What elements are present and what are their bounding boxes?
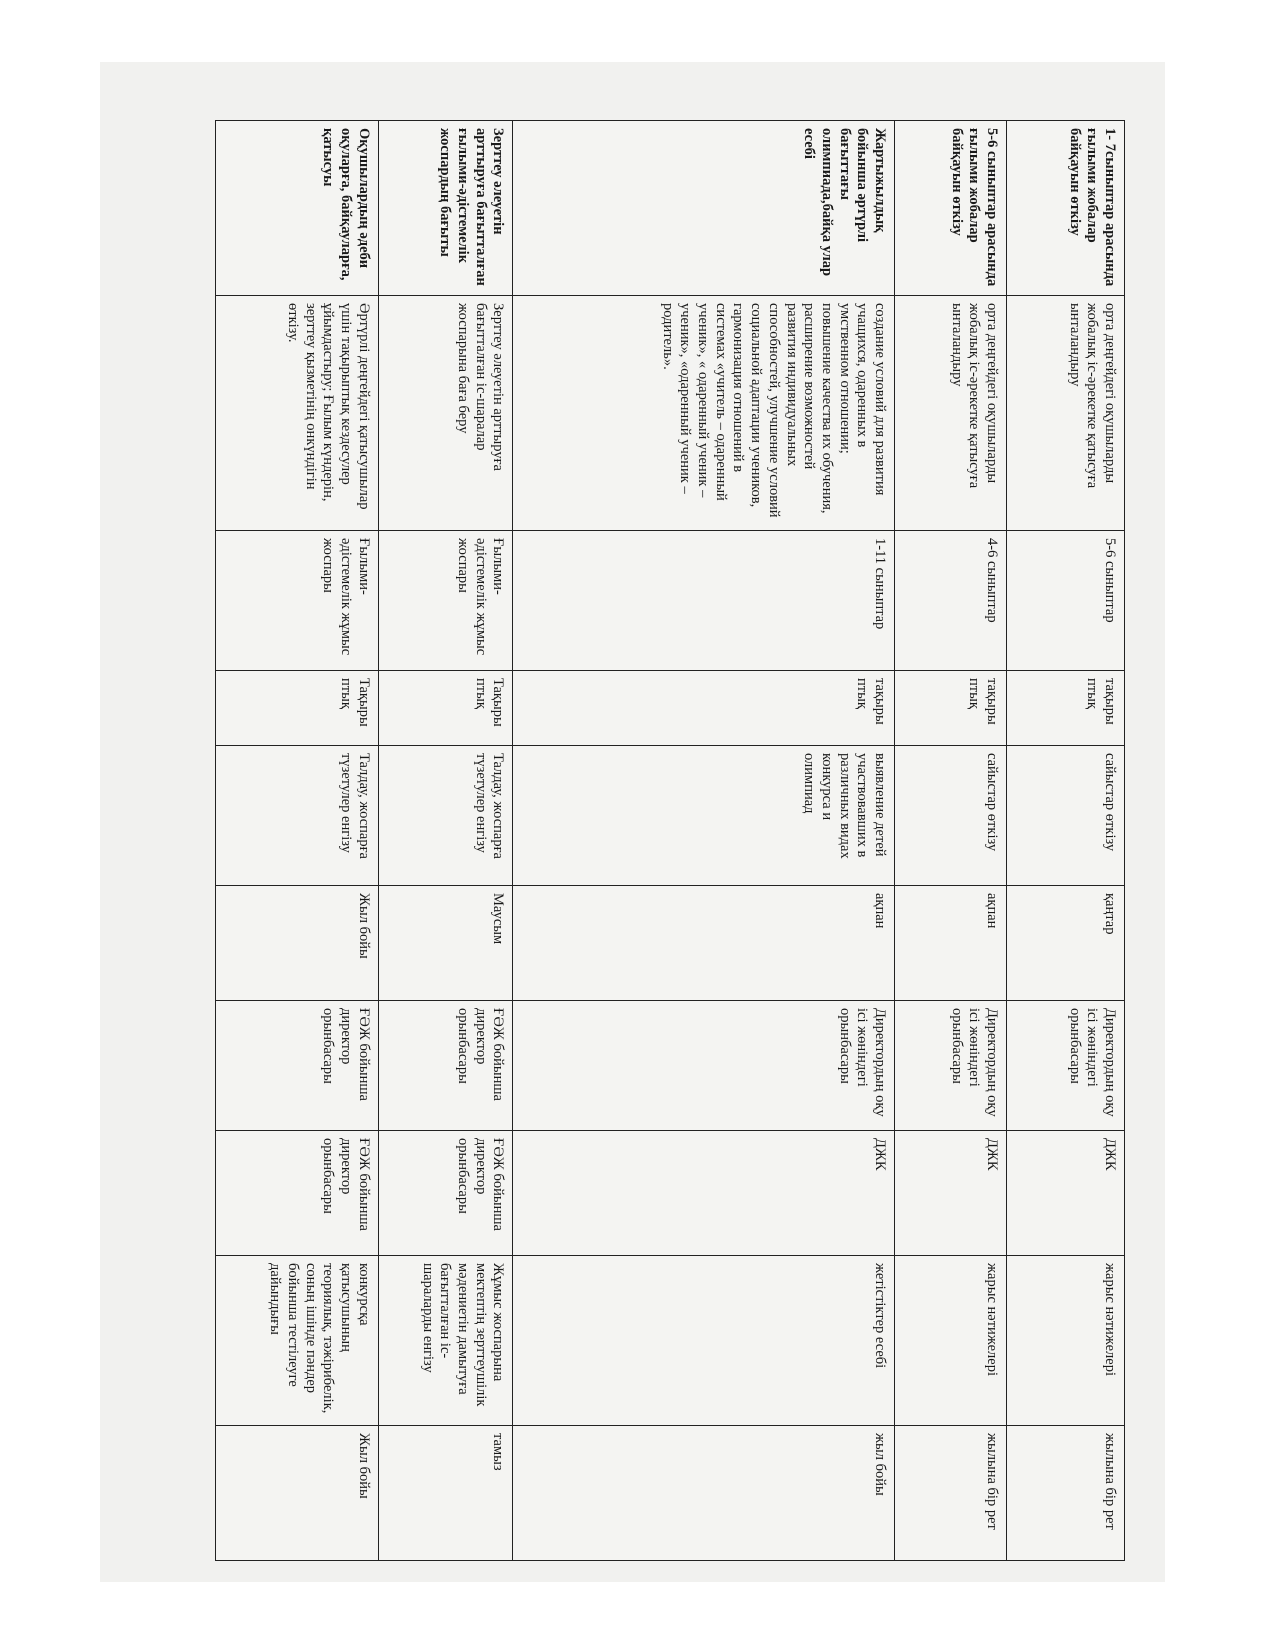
cell-responsible: Директордың оқу ісі жөніндегі орынбасары bbox=[894, 1001, 1006, 1131]
cell-responsible: Директордың оқу ісі жөніндегі орынбасары bbox=[513, 1001, 895, 1131]
cell-topic: 1- 7сыныптар арасында ғылыми жобалар байқауын өткізу bbox=[1007, 121, 1125, 296]
cell-participants: 5-6 сыныптар bbox=[1007, 531, 1125, 671]
cell-topic: 5-6 сыныптар арасында ғылыми жобалар байқауын өткізу bbox=[894, 121, 1006, 296]
cell-period: ақпан bbox=[513, 886, 895, 1001]
cell-control-type: Тақыры птық bbox=[378, 671, 513, 746]
cell-goal: создание условий для развития учащихся, одаренных в умственном отношении; повышение качества их обучения, расширение возможностей развития индивидуальных способностей, улучшение условий социальной адаптации учеников, гармонизация отношений в системах «учитель – одаренный ученик», « одаренный ученик – ученик», «одаренный ученик – родитель». bbox=[513, 296, 895, 531]
cell-goal: Әртүрлі деңгейдегі қатысушылар үшін тақырыптық кездесулер ұйымдастыру; Ғылым күндерін, зерттеу қызметінің онкүндігін өткізу. bbox=[216, 296, 379, 531]
cell-result: Жұмыс жоспарына мектептің зерттеушілік мәдениетін дамытуға бағытталған іс-шараларды енгізу bbox=[378, 1256, 513, 1426]
cell-topic: Оқушылардың әдеби оқуларға, байқауларға, қатысуы bbox=[216, 121, 379, 296]
cell-method: Талдау, жоспарға түзетулер енгізу bbox=[378, 746, 513, 886]
cell-period: ақпан bbox=[894, 886, 1006, 1001]
cell-frequency: жылына бір рет bbox=[1007, 1426, 1125, 1561]
table-row bbox=[216, 121, 379, 1561]
cell-participants: Ғылыми-әдістемелік жұмыс жоспары bbox=[378, 531, 513, 671]
cell-period: қаңтар bbox=[1007, 886, 1125, 1001]
cell-control-type: Тақыры птық bbox=[216, 671, 379, 746]
work-plan-table bbox=[215, 120, 1125, 1561]
cell-frequency: жыл бойы bbox=[513, 1426, 895, 1561]
rotated-table-wrapper bbox=[215, 120, 1125, 1560]
cell-goal: орта деңгейдегі оқушыларды жобалық іс-әрекетке қатысуға ынталандыру bbox=[894, 296, 1006, 531]
cell-control-type: тақыры птық bbox=[894, 671, 1006, 746]
cell-period: Жыл бойы bbox=[216, 886, 379, 1001]
cell-topic: Жартыжылдық бойынша әртүрлі бағыттағы олимпиада,байқа улар есебі bbox=[513, 121, 895, 296]
cell-participants: 1-11 сыныптар bbox=[513, 531, 895, 671]
cell-review-place: ҒӘЖ бойынша директор орынбасары bbox=[216, 1131, 379, 1256]
cell-result: жарыс нәтижелері bbox=[894, 1256, 1006, 1426]
cell-topic: Зерттеу әлеуетін арттыруға бағытталған ғылыми-әдістемелік жоспардың бағыты bbox=[378, 121, 513, 296]
table-row bbox=[894, 121, 1006, 1561]
cell-frequency: жылына бір рет bbox=[894, 1426, 1006, 1561]
cell-result: жетістіктер есебі bbox=[513, 1256, 895, 1426]
cell-goal: орта деңгейдегі оқушыларды жобалық іс-әрекетке қатысуға ынталандыру bbox=[1007, 296, 1125, 531]
cell-review-place: ҒӘЖ бойынша директор орынбасары bbox=[378, 1131, 513, 1256]
cell-method: Талдау, жоспарға түзетулер енгізу bbox=[216, 746, 379, 886]
cell-participants: 4-6 сыныптар bbox=[894, 531, 1006, 671]
table-row bbox=[1007, 121, 1125, 1561]
cell-method: выявление детей участвовавших в различных видах конкурса и олимпиад bbox=[513, 746, 895, 886]
table-row bbox=[513, 121, 895, 1561]
cell-result: конкурсқа қатысушының теориялық, тәжірибелік, соның ішінде пәндер бойынша тестілеуге дайындығы bbox=[216, 1256, 379, 1426]
cell-review-place: ДЖК bbox=[1007, 1131, 1125, 1256]
cell-review-place: ДЖК bbox=[513, 1131, 895, 1256]
cell-responsible: ҒӘЖ бойынша директор орынбасары bbox=[216, 1001, 379, 1131]
cell-control-type: тақыры птық bbox=[1007, 671, 1125, 746]
cell-responsible: Директордың оқу ісі жөніндегі орынбасары bbox=[1007, 1001, 1125, 1131]
cell-method: сайыстар өткізу bbox=[894, 746, 1006, 886]
cell-goal: Зерттеу әлеуетін арттыруға бағытталған іс-шаралар жоспарына баға беру bbox=[378, 296, 513, 531]
cell-frequency: тамыз bbox=[378, 1426, 513, 1561]
cell-frequency: Жыл бойы bbox=[216, 1426, 379, 1561]
cell-responsible: ҒӘЖ бойынша директор орынбасары bbox=[378, 1001, 513, 1131]
cell-participants: Ғылыми-әдістемелік жұмыс жоспары bbox=[216, 531, 379, 671]
table-row bbox=[378, 121, 513, 1561]
cell-review-place: ДЖК bbox=[894, 1131, 1006, 1256]
cell-result: жарыс нәтижелері bbox=[1007, 1256, 1125, 1426]
cell-method: сайыстар өткізу bbox=[1007, 746, 1125, 886]
cell-control-type: тақыры птық bbox=[513, 671, 895, 746]
cell-period: Маусым bbox=[378, 886, 513, 1001]
